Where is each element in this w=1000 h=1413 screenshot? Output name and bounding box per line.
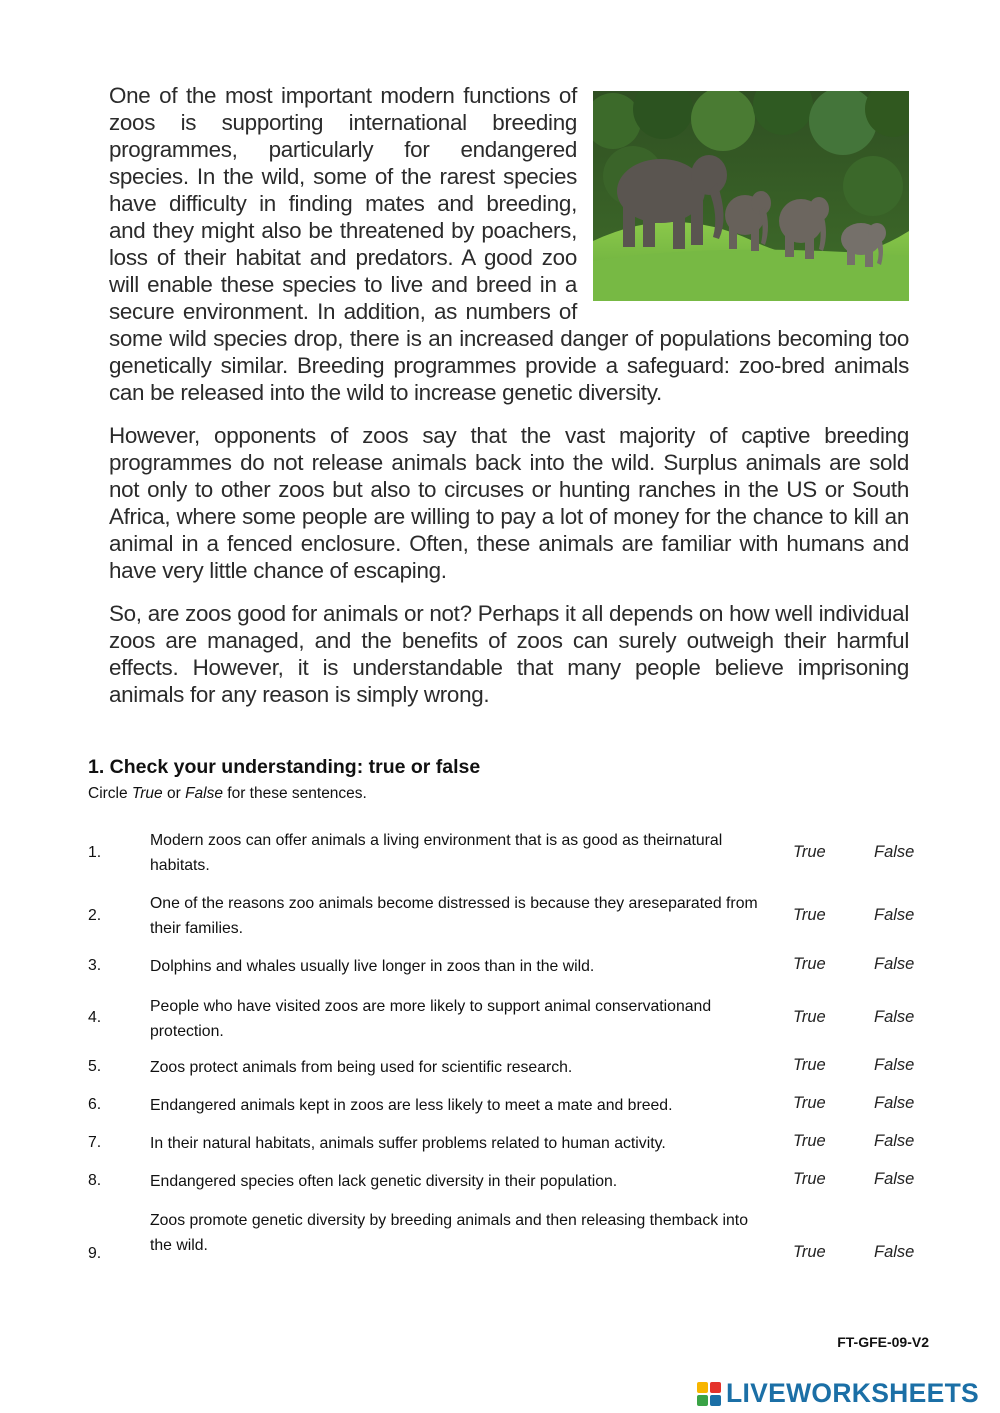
instruction-true-word: True xyxy=(131,785,163,802)
instruction-text-middle: or xyxy=(162,785,186,802)
question-number: 8. xyxy=(88,1172,102,1189)
question-text: Endangered species often lack genetic diversity in their population. xyxy=(150,1173,618,1190)
question-row xyxy=(88,889,938,952)
true-option[interactable]: True xyxy=(793,1008,826,1026)
false-option[interactable]: False xyxy=(874,1243,915,1261)
true-option[interactable]: True xyxy=(793,1243,826,1261)
true-option[interactable]: True xyxy=(793,843,826,861)
question-row xyxy=(88,990,938,1053)
question-number: 6. xyxy=(88,1096,102,1113)
true-option[interactable]: True xyxy=(793,906,826,924)
question-row xyxy=(88,826,938,889)
question-row xyxy=(88,1091,938,1129)
true-option[interactable]: True xyxy=(793,1094,826,1112)
false-option[interactable]: False xyxy=(874,1170,915,1188)
true-option[interactable]: True xyxy=(793,955,826,973)
false-option[interactable]: False xyxy=(874,955,915,973)
question-text: Dolphins and whales usually live longer in zoos than in the wild. xyxy=(150,958,595,975)
false-option[interactable]: False xyxy=(874,1094,915,1112)
question-row xyxy=(88,1053,938,1091)
question-text: Modern zoos can offer animals a living environment that is as good as theirnatural habitats. xyxy=(150,832,723,874)
exercise-instructions xyxy=(88,785,367,803)
exercise-title: 1. Check your understanding: true or false xyxy=(88,756,481,778)
liveworksheets-logo[interactable] xyxy=(697,1378,979,1409)
reading-paragraph-1: One of the most important modern functions of zoos is supporting international breeding programmes, particularly for endangered species. In the wild, some of the rarest species have difficulty in finding mates and breeding, and they might also be threatened by poachers, loss of their habitat and predators. A good zoo will enable these species to live and breed in a secure environment. In addition, as numbers of some wild species drop, there is an increased danger of populations becoming too genetically similar. Breeding programmes provide a safeguard: zoo-bred animals can be released into the wild to increase genetic diversity. xyxy=(109,83,909,405)
question-text: Zoos protect animals from being used for scientific research. xyxy=(150,1059,573,1076)
question-text: One of the reasons zoo animals become distressed is because they areseparated from their families. xyxy=(150,895,758,937)
reading-paragraph-2: However, opponents of zoos say that the vast majority of captive breeding programmes do not release animals back into the wild. Surplus animals are sold not only to other zoos but also to circuses or hunting ranches in the US or South Africa, where some people are willing to pay a lot of money for the chance to kill an animal in a fenced enclosure. Often, these animals are familiar with humans and have very little chance of escaping. xyxy=(109,423,909,583)
reading-paragraph-3: So, are zoos good for animals or not? Perhaps it all depends on how well individual zoos are managed, and the benefits of zoos can surely outweigh their harmful effects. However, it is understandable that many people believe imprisoning animals for any reason is simply wrong. xyxy=(109,601,909,707)
question-number: 3. xyxy=(88,957,102,974)
false-option[interactable]: False xyxy=(874,843,915,861)
instruction-text-start: Circle xyxy=(88,785,132,802)
instruction-text-end: for these sentences. xyxy=(222,785,367,802)
false-option[interactable]: False xyxy=(874,1132,915,1150)
true-option[interactable]: True xyxy=(793,1132,826,1150)
question-text: People who have visited zoos are more likely to support animal conservationand protection. xyxy=(150,998,712,1040)
false-option[interactable]: False xyxy=(874,1056,915,1074)
question-text: Zoos promote genetic diversity by breeding animals and then releasing themback into the wild. xyxy=(150,1212,748,1254)
question-row xyxy=(88,1129,938,1167)
question-row xyxy=(88,952,938,990)
true-option[interactable]: True xyxy=(793,1056,826,1074)
question-text: In their natural habitats, animals suffer problems related to human activity. xyxy=(150,1135,666,1152)
question-number: 1. xyxy=(88,844,102,861)
reading-passage xyxy=(109,82,909,724)
instruction-false-word: False xyxy=(185,785,223,802)
question-row xyxy=(88,1205,938,1275)
question-number: 9. xyxy=(88,1245,102,1262)
logo-blocks-icon xyxy=(697,1382,721,1406)
elephants-photo xyxy=(593,91,909,301)
question-row xyxy=(88,1167,938,1205)
question-number: 4. xyxy=(88,1009,102,1026)
true-option[interactable]: True xyxy=(793,1170,826,1188)
question-number: 5. xyxy=(88,1058,102,1075)
logo-text: LIVEWORKSHEETS xyxy=(726,1378,980,1408)
question-number: 2. xyxy=(88,907,102,924)
question-number: 7. xyxy=(88,1134,102,1151)
question-text: Endangered animals kept in zoos are less likely to meet a mate and breed. xyxy=(150,1097,673,1114)
questions-list xyxy=(88,826,938,1275)
false-option[interactable]: False xyxy=(874,906,915,924)
worksheet-code: FT-GFE-09-V2 xyxy=(837,1334,929,1350)
false-option[interactable]: False xyxy=(874,1008,915,1026)
